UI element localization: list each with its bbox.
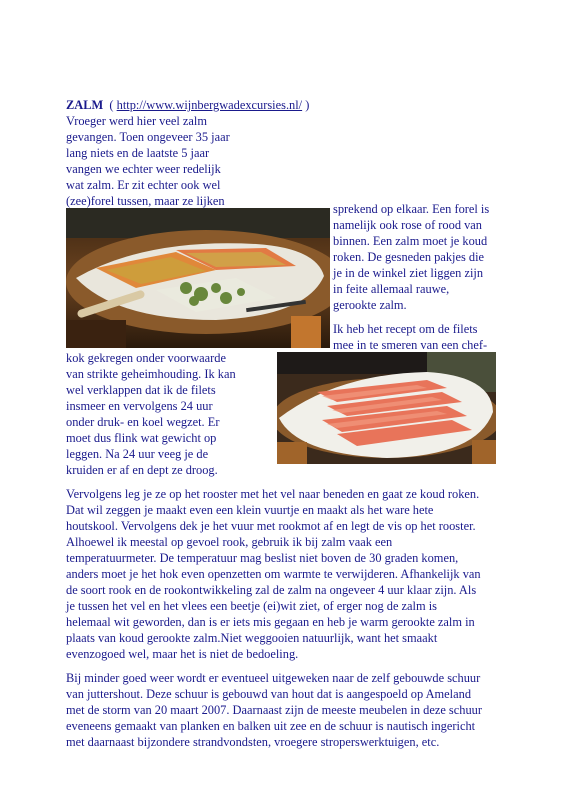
text-line: anders moet je het hok even openzetten om warmte te verwijderen. Afhankelijk van <box>66 567 481 581</box>
text-line: temperatuurmeter. De temperatuur mag beslist niet boven de 30 graden komen, <box>66 551 459 565</box>
text-line: vangen we echter weer redelijk <box>66 162 221 176</box>
photo-salmon-fillets <box>277 352 496 464</box>
text-line: kok gekregen onder voorwaarde <box>66 351 226 365</box>
text-line: de soort rook en de rookontwikkeling zal de zalm na ongeveer 4 uur klaar zijn. Als <box>66 583 477 597</box>
text-line: gerookte zalm. <box>333 298 407 312</box>
text-line: moet dus flink wat gewicht op <box>66 431 217 445</box>
text-line: van juttershout. Deze schuur is gebouwd van hout dat is aangespoeld op Ameland <box>66 687 472 701</box>
text-line: Vroeger werd hier veel zalm <box>66 114 207 128</box>
text-line: roken. De gesneden pakjes die <box>333 250 485 264</box>
text-line: Vervolgens leg je ze op het rooster met het vel naar beneden en gaat ze koud roken. <box>66 487 480 501</box>
text-line: gevangen. Toen ongeveer 35 jaar <box>66 130 230 144</box>
open-paren: ( <box>109 98 114 112</box>
text-line: evenzogoed wel, maar het is niet de bedoeling. <box>66 647 299 661</box>
photo-salmon-herbs <box>66 208 330 348</box>
page-title: ZALM <box>66 98 104 112</box>
photo-salmon-fillets-image <box>277 352 496 464</box>
text-line: in feite allemaal rauwe, <box>333 282 450 296</box>
text-line: houtskool. Vervolgens dek je het vuur met rookmot af en legt de vis op het rooster. <box>66 519 476 533</box>
text-line: kruiden er af en dept ze droog. <box>66 463 218 477</box>
text-line: helemaal wit geworden, dan is er iets mis gegaan en heb je warm gerookte zalm in <box>66 615 475 629</box>
text-line: eveneens gemaakt van planken en balken uit zee en de schuur is nautisch ingericht <box>66 719 476 733</box>
text-line: Alhoewel ik meestal op gevoel rook, gebruik ik bij zalm vaak een <box>66 535 393 549</box>
text-line: Dat wil zeggen je maakt even een klein vuurtje en maakt als het ware hete <box>66 503 434 517</box>
text-line: insmeer en vervolgens 24 uur <box>66 399 213 413</box>
text-line: Ik heb het recept om de filets <box>333 322 478 336</box>
text-line: lang niets en de laatste 5 jaar <box>66 146 210 160</box>
text-line: Bij minder goed weer wordt er eventueel uitgeweken naar de zelf gebouwde schuur <box>66 671 481 685</box>
text-line: wel verklappen dat ik de filets <box>66 383 216 397</box>
text-line: sprekend op elkaar. Een forel is <box>333 202 490 216</box>
text-line: met de storm van 20 maart 2007. Daarnaast zijn de meeste meubelen in deze schuur <box>66 703 482 717</box>
close-paren: ) <box>305 98 310 112</box>
text-line: wat zalm. Er zit echter ook wel <box>66 178 221 192</box>
text-line: plaats van koud gerookte zalm.Niet weggooien natuurlijk, want het smaakt <box>66 631 438 645</box>
website-link[interactable]: http://www.wijnbergwadexcursies.nl/ <box>116 98 303 112</box>
text-line: je in de winkel ziet liggen zijn <box>333 266 484 280</box>
photo-salmon-herbs-image <box>66 208 330 348</box>
text-line: onder druk- en koel wegzet. Er <box>66 415 220 429</box>
text-line: binnen. Een zalm moet je koud <box>333 234 488 248</box>
text-line: leggen. Na 24 uur veeg je de <box>66 447 209 461</box>
text-line: met daarnaast bijzondere strandvondsten, vroegere stroperswerktuigen, etc. <box>66 735 440 749</box>
text-line: je tussen het vel en het vlees een beetje (ei)wit ziet, of erger nog de zalm is <box>66 599 437 613</box>
text-line: mee in te smeren van een chef- <box>333 338 488 352</box>
text-line: namelijk ook rose of rood van <box>333 218 482 232</box>
heading-line <box>66 97 309 113</box>
text-line: van strikte geheimhouding. Ik kan <box>66 367 236 381</box>
text-line: (zee)forel tussen, maar ze lijken <box>66 194 225 208</box>
